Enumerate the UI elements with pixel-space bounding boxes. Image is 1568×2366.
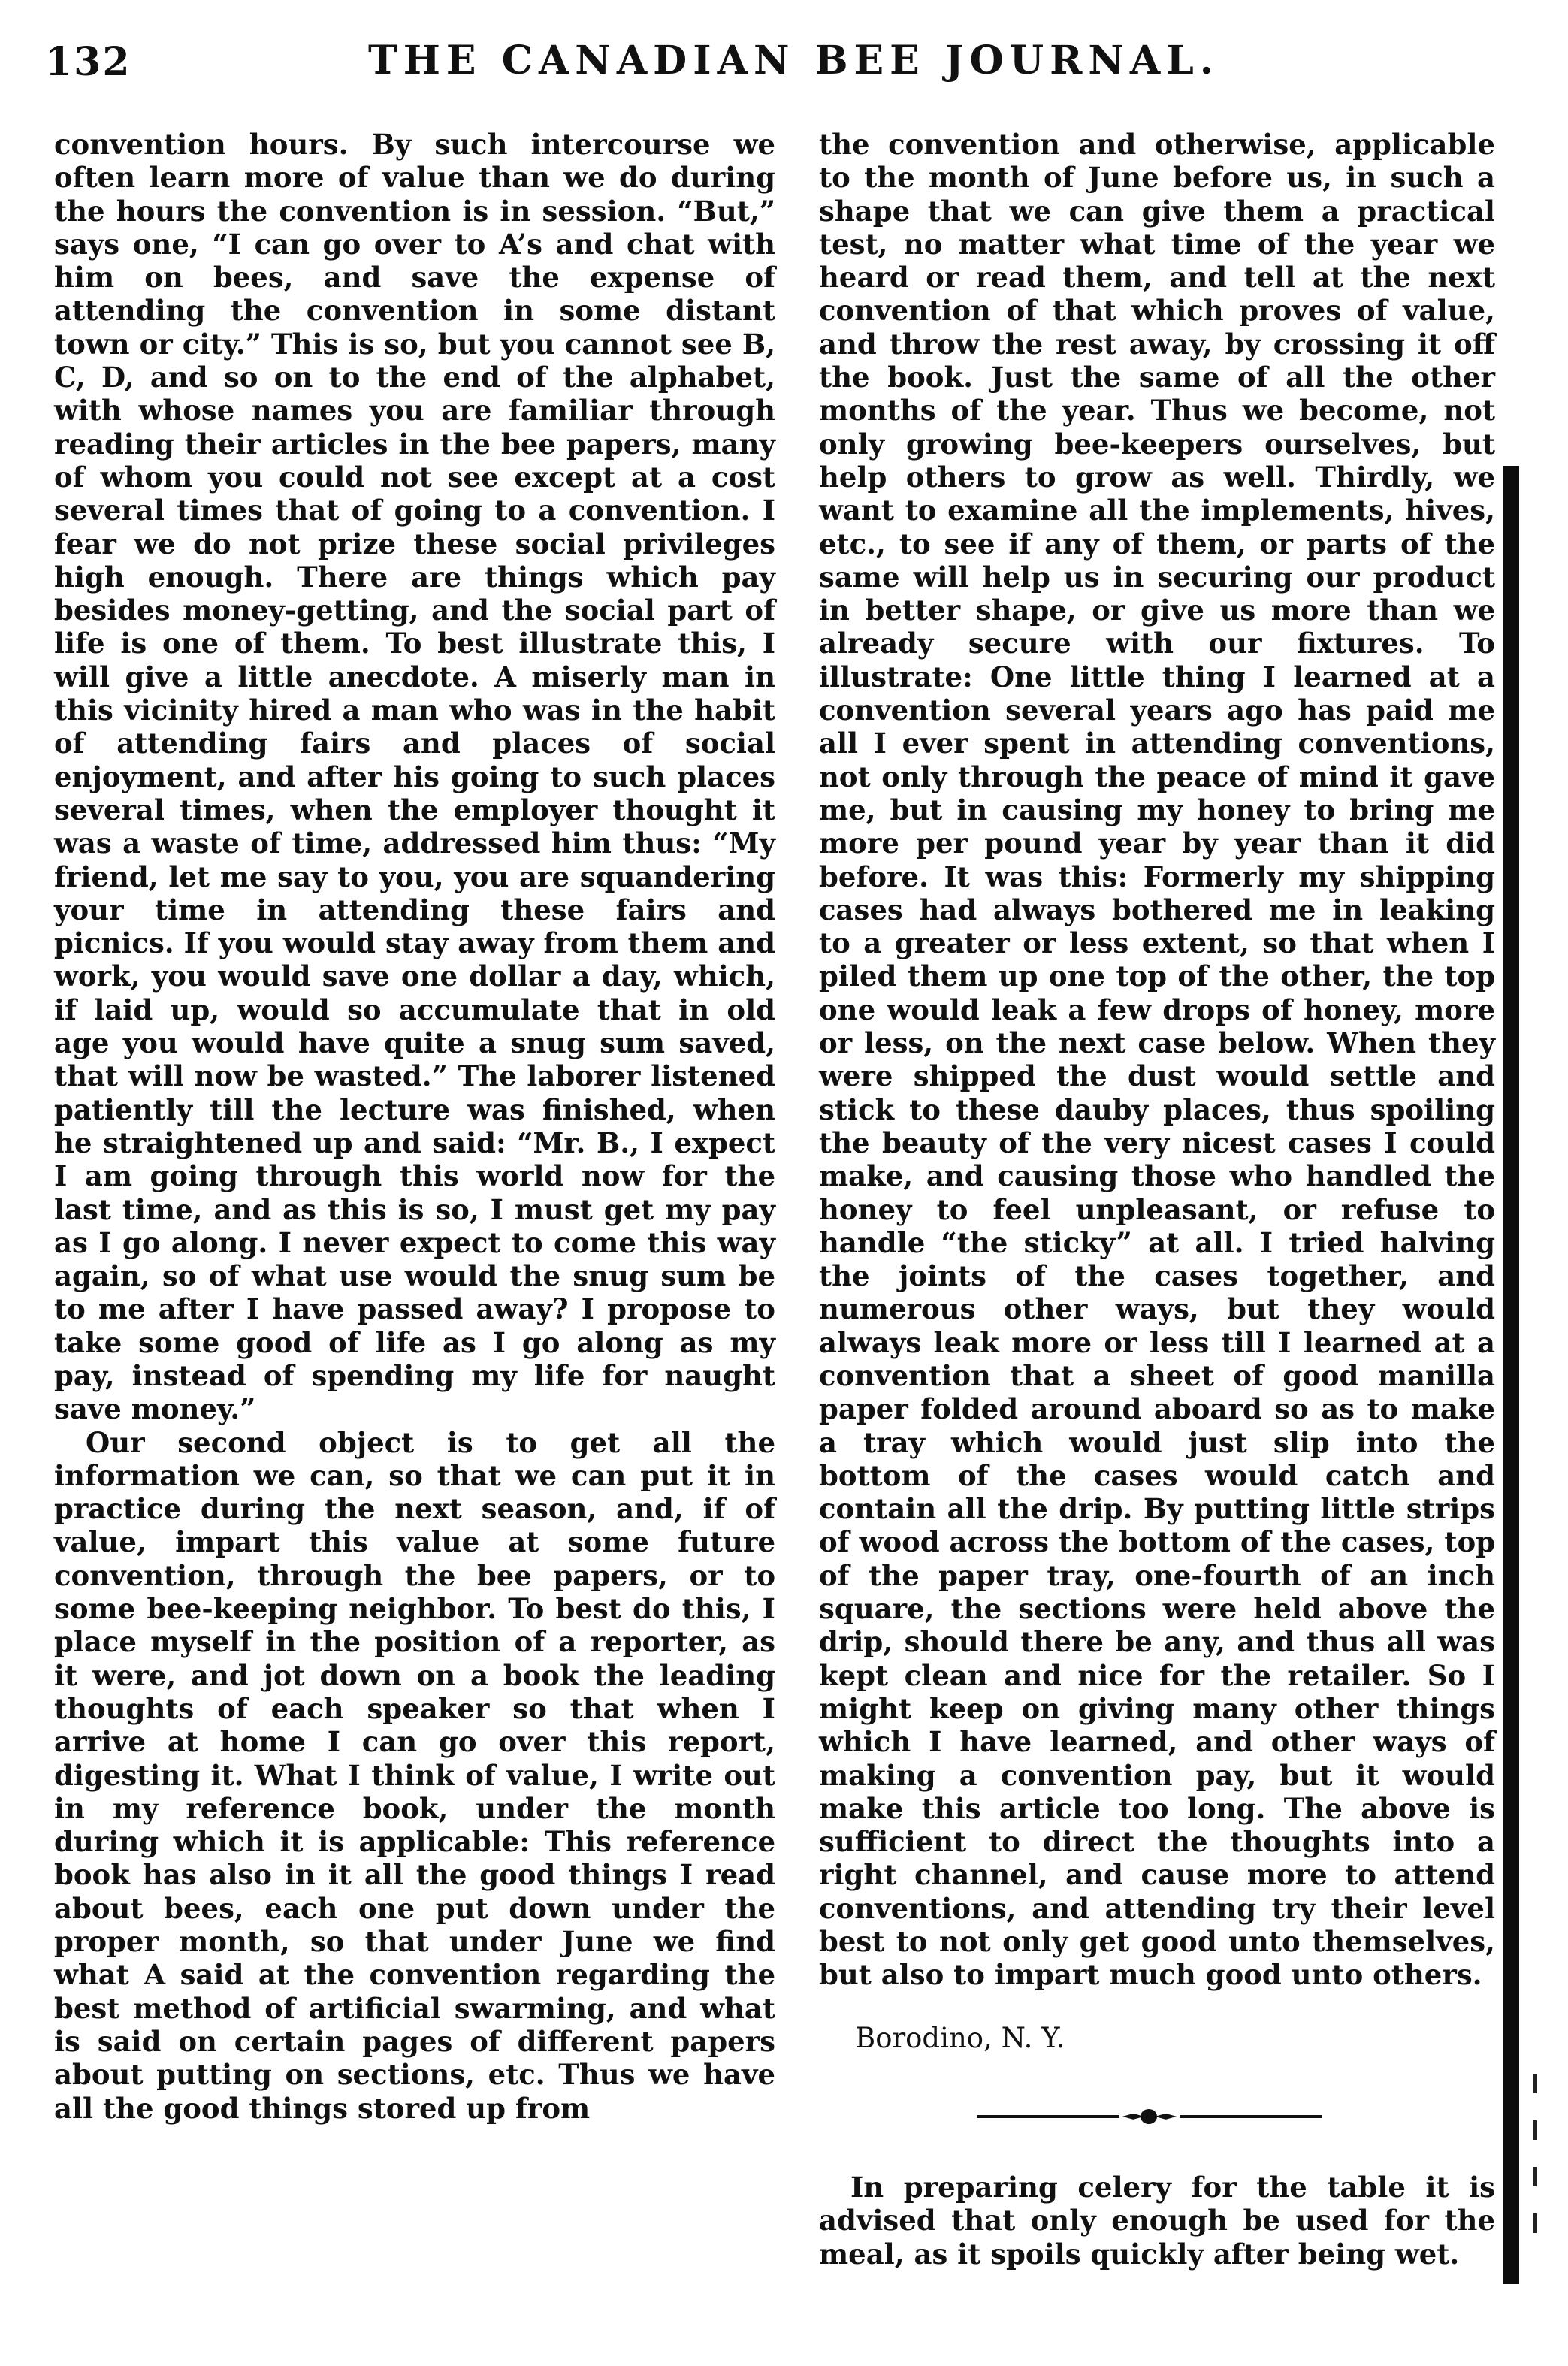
author-location: Borodino, N. Y. xyxy=(855,2021,1065,2054)
page-edge-shadow xyxy=(1503,466,1519,2284)
page-number: 132 xyxy=(45,39,131,85)
journal-title: THE CANADIAN BEE JOURNAL. xyxy=(368,38,1219,83)
right-column xyxy=(819,128,1495,2271)
edge-mark xyxy=(1533,2074,1537,2093)
celery-note: In preparing celery for the table it is advised that only enough be used for the meal, as it spoils quickly after being wet. xyxy=(819,2170,1495,2271)
ornamental-divider xyxy=(977,2108,1322,2126)
paragraph-conventions-social: convention hours. By such intercourse we often learn more of value than we do during the hours the convention is in session. “But,” says one, “I can go over to A’s and chat with him on bees, and save the expense of attending the convention in some distant town or city.” This is so, but you cannot see B, C, D, and so on to the end of the alphabet, with whose names you are familiar through reading their articles in the bee papers, many of whom you could not see except at a cost several times that of going to a convention. I fear we do not prize these social privileges high enough. There are things which pay besides money-getting, and the social part of life is one of them. To best illustrate this, I will give a little anecdote. A miserly man in this vicinity hired a man who was in the habit of attending fairs and places of social enjoyment, and after his going to such places several times, when the employer thought it was a waste of time, addressed him thus: “My friend, let me say to you, you are squandering your time in attending these fairs and picnics. If you would stay away from them and work, you would save one dollar a day, which, if laid up, would so accumulate that in old age you would have quite a snug sum saved, that will now be wasted.” The laborer listened patiently till the lecture was finished, when he straightened up and said: “Mr. B., I expect I am going through this world now for the last time, and as this is so, I must get my pay as I go along. I never expect to come this way again, so of what use would the snug sum be to me after I have passed away? I propose to take some good of life as I go along as my pay, instead of spending my life for naught save money.” xyxy=(54,128,775,1426)
left-column xyxy=(54,128,775,2125)
edge-mark xyxy=(1533,2213,1537,2233)
paragraph-second-object: Our second object is to get all the information we can, so that we can put it in practice during the next season, and, if of value, impart this value at some future convention, through the bee papers, or to some bee-keeping neighbor. To best do this, I place myself in the position of a reporter, as it were, and jot down on a book the leading thoughts of each speaker so that when I arrive at home I can go over this report, digesting it. What I think of value, I write out in my reference book, under the month during which it is applicable: This reference book has also in it all the good things I read about bees, each one put down under the proper month, so that under June we find what A said at the convention regarding the best method of artificial swarming, and what is said on certain pages of different papers about putting on sections, etc. Thus we have all the good things stored up from xyxy=(54,1425,775,2125)
paragraph-continuation: the convention and otherwise, applicable to the month of June before us, in such a shape that we can give them a practical test, no matter what time of the year we heard or read them, and tell at the next convention of that which proves of value, and throw the rest away, by crossing it off the book. Just the same of all the other months of the year. Thus we become, not only growing bee-keepers ourselves, but help others to grow as well. Thirdly, we want to examine all the implements, hives, etc., to see if any of them, or parts of the same will help us in securing our product in better shape, or give us more than we already secure with our fixtures. To illustrate: One little thing I learned at a convention several years ago has paid me all I ever spent in attending conventions, not only through the peace of mind it gave me, but in causing my honey to bring me more per pound year by year than it did before. It was this: Formerly my shipping cases had always bothered me in leaking to a greater or less extent, so that when I piled them up one top of the other, the top one would leak a few drops of honey, more or less, on the next case below. When they were shipped the dust would settle and stick to these dauby places, thus spoiling the beauty of the very nicest cases I could make, and causing those who handled the honey to feel unpleasant, or refuse to handle “the sticky” at all. I tried halving the joints of the cases together, and numerous other ways, but they would always leak more or less till I learned at a convention that a sheet of good manilla paper folded around aboard so as to make a tray which would just slip into the bottom of the cases would catch and contain all the drip. By putting little strips of wood across the bottom of the cases, top of the paper tray, one-fourth of an inch square, the sections were held above the drip, should there be any, and thus all was kept clean and nice for the retailer. So I might keep on giving many other things which I have learned, and other ways of making a convention pay, but it would make this article too long. The above is sufficient to direct the thoughts into a right channel, and cause more to attend conventions, and attending try their level best to not only get good unto themselves, but also to impart much good unto others. xyxy=(819,128,1495,1992)
page-header xyxy=(45,29,1518,96)
edge-mark xyxy=(1533,2120,1537,2140)
divider-ornament-icon xyxy=(1119,2108,1180,2126)
page-edge-marks xyxy=(1533,2074,1540,2299)
edge-mark xyxy=(1533,2167,1537,2186)
